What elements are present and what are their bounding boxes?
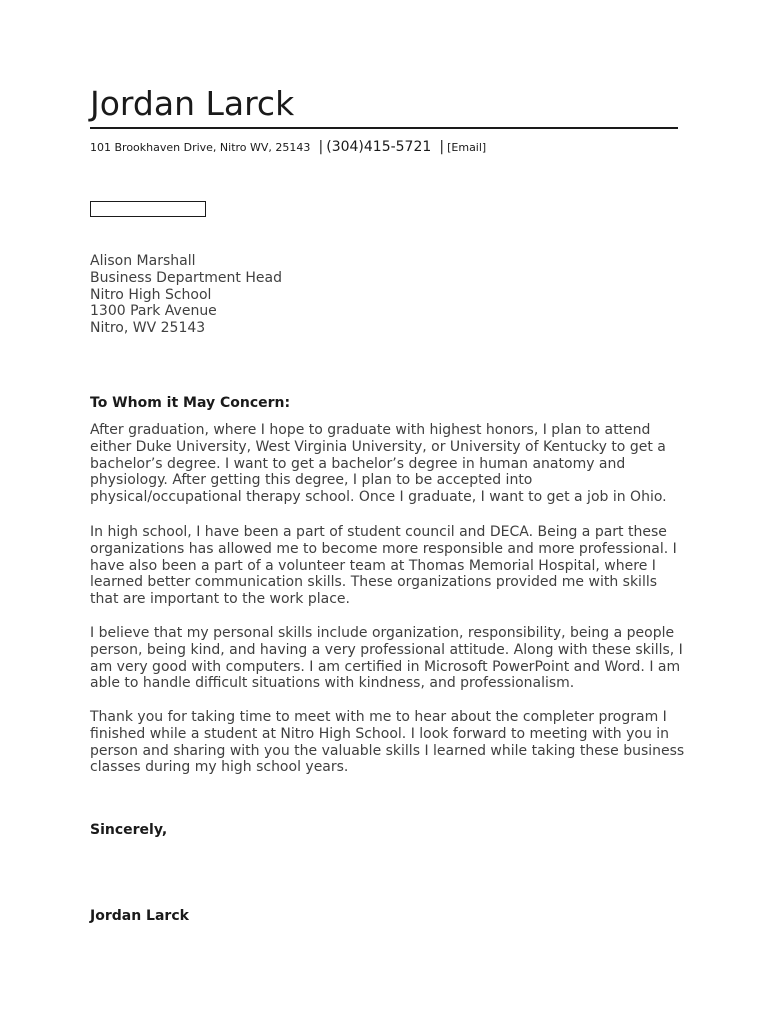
paragraph-line: physiology. After getting this degree, I plan to be accepted into xyxy=(90,472,533,489)
recipient-block xyxy=(90,253,282,337)
body-paragraph xyxy=(90,625,690,692)
paragraph-line: physical/occupational therapy school. Once I graduate, I want to get a job in Ohio. xyxy=(90,489,667,506)
closing: Sincerely, xyxy=(90,822,168,838)
paragraph-line: either Duke University, West Virginia University, or University of Kentucky to get a xyxy=(90,438,666,455)
contact-separator: | xyxy=(439,139,445,155)
paragraph-line: am very good with computers. I am certified in Microsoft PowerPoint and Word. I am xyxy=(90,658,681,675)
paragraph-line: have also been a part of a volunteer team at Thomas Memorial Hospital, where I xyxy=(90,557,656,574)
recipient-line: Business Department Head xyxy=(90,269,282,286)
contact-line xyxy=(90,136,486,155)
paragraph-line: bachelor’s degree. I want to get a bachelor’s degree in human anatomy and xyxy=(90,455,626,472)
sender-email: [Email] xyxy=(447,141,487,154)
paragraph-line: able to handle difficult situations with kindness, and professionalism. xyxy=(90,675,575,692)
paragraph-line: that are important to the work place. xyxy=(90,591,350,608)
signature-name: Jordan Larck xyxy=(90,908,189,924)
paragraph-line: classes during my high school years. xyxy=(90,759,349,776)
paragraph-line: learned better communication skills. These organizations provided me with skills xyxy=(90,574,658,591)
paragraph-line: I believe that my personal skills include organization, responsibility, being a people xyxy=(90,625,675,641)
body-paragraph xyxy=(90,422,690,506)
body-paragraph xyxy=(90,709,690,776)
recipient-line: 1300 Park Avenue xyxy=(90,303,217,320)
date-field[interactable] xyxy=(90,201,206,217)
header-rule xyxy=(90,127,678,129)
recipient-line: Nitro, WV 25143 xyxy=(90,320,206,337)
contact-separator: | xyxy=(318,139,324,155)
paragraph-line: organizations has allowed me to become more responsible and more professional. I xyxy=(90,540,677,557)
paragraph-line: Thank you for taking time to meet with me to hear about the completer program I xyxy=(90,709,667,725)
paragraph-line: In high school, I have been a part of student council and DECA. Being a part these xyxy=(90,524,667,540)
sender-name: Jordan Larck xyxy=(90,84,295,123)
paragraph-line: After graduation, where I hope to graduate with highest honors, I plan to attend xyxy=(90,422,651,438)
sender-address: 101 Brookhaven Drive, Nitro WV, 25143 xyxy=(90,141,311,154)
recipient-line: Nitro High School xyxy=(90,286,212,303)
body-paragraph xyxy=(90,524,690,608)
paragraph-line: person and sharing with you the valuable skills I learned while taking these business xyxy=(90,742,685,759)
salutation: To Whom it May Concern: xyxy=(90,395,291,411)
paragraph-line: person, being kind, and having a very professional attitude. Along with these skills, I xyxy=(90,641,683,658)
sender-phone: (304)415-5721 xyxy=(326,139,432,155)
paragraph-line: finished while a student at Nitro High School. I look forward to meeting with you in xyxy=(90,725,670,742)
recipient-line: Alison Marshall xyxy=(90,253,196,269)
